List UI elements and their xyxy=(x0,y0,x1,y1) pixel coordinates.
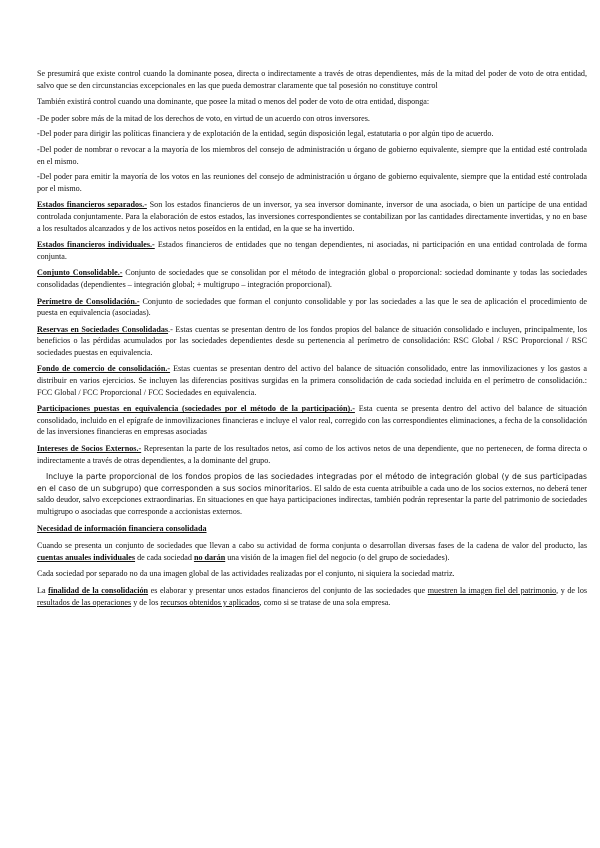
document-page xyxy=(37,68,587,613)
term-no-daran: no darán xyxy=(193,552,226,562)
phrase-resources: recursos obtenidos y aplicados xyxy=(160,597,260,607)
paragraph-consolidation-purpose: La finalidad de la consolidación es elaborar y presentar unos estados financieros del conjunto de las sociedades que muestren la imagen fiel del patrimonio, y de los resultados de las operaciones y de los recursos obtenidos y aplicados, como si se tratase de una sola empresa. xyxy=(37,585,588,607)
definition-separate-statements xyxy=(37,199,587,234)
list-item-appoint-board: -Del poder de nombrar o revocar a la mayoría de los miembros del consejo de administración u órgano de gobierno equivalente, siempre que la entidad esté controlada en el mismo. xyxy=(37,144,587,166)
paragraph-minority-detail-sans: Incluye la parte proporcional de los fondos propios de las sociedades integradas por el método de integración global (y de sus participadas en el caso de un subgrupo) que corresponden a sus socios minoritarios. xyxy=(37,472,587,493)
definition-text: Son los estados financieros de un inversor, ya sea inversor dominante, inversor de una asociada, o bien un partícipe de una entidad controlada conjuntamente. Para la elaboración de estos estados, las inversiones correspondientes se contabilizan por las cantidades directamente invertidas, y no en base a los resultados alcanzados y de los activos netos poseídos en la entidad, en la que se ha invertido. xyxy=(37,200,588,233)
definition-text: .- Estas cuentas se presentan dentro de los fondos propios del balance de situación consolidado e incluyen, principalmente, los beneficios o las pérdidas acumulados por las sociedades dependientes desde su pertenencia al perímetro de consolidación: RSC Global / RSC Proporcional / RSC sociedades puestas en equivalencia. xyxy=(37,324,587,357)
definition-individual-statements xyxy=(37,239,587,262)
term-separate-statements: Estados financieros separados.- xyxy=(37,200,147,210)
term-consolidation-purpose: finalidad de la consolidación xyxy=(48,585,149,595)
definition-minority-interests xyxy=(37,443,587,466)
paragraph-control-presumption: Se presumirá que existe control cuando la dominante posea, directa o indirectamente a través de otras dependientes, más de la mitad del poder de voto de otra entidad, salvo que se den circunstancias excepcionales en las que pueda demostrar claramente que tal posesión no constituye control xyxy=(37,69,587,90)
list-item-board-votes: -Del poder para emitir la mayoría de los votos en las reuniones del consejo de administración u órgano de gobierno equivalente, siempre que la entidad esté controlada por el mismo. xyxy=(37,172,587,193)
definition-text: Conjunto de sociedades que forman el conjunto consolidable y por las sociedades a las que le sea de aplicación el procedimiento de puesta en equivalencia (asociadas). xyxy=(37,296,587,318)
definition-text: Estados financieros de entidades que no tengan dependientes, ni asociadas, ni participación en una entidad controlada de forma conjunta. xyxy=(37,240,587,261)
list-item-direct-policies: -Del poder para dirigir las políticas financiera y de explotación de la entidad, según disposición legal, estatutaria o por algún tipo de acuerdo. xyxy=(37,129,494,139)
term-consolidation-perimeter: Perímetro de Consolidación.- xyxy=(37,296,140,306)
definition-reserves xyxy=(37,324,587,359)
definition-consolidable-group xyxy=(37,267,587,290)
term-consolidable-group: Conjunto Consolidable.- xyxy=(37,268,123,278)
phrase-operations-results: resultados de las operaciones xyxy=(37,597,132,607)
paragraph-no-global-image: Cada sociedad por separado no da una imagen global de las actividades realizadas por el conjunto, ni siquiera la sociedad matriz. xyxy=(37,569,455,579)
term-minority-interests: Intereses de Socios Externos.- xyxy=(37,444,142,454)
section-heading: Necesidad de información financiera consolidada xyxy=(37,523,207,533)
paragraph-control-half-or-less: También existirá control cuando una dominante, que posee la mitad o menos del poder de voto de otra entidad, disponga: xyxy=(37,97,430,107)
definition-equity-method xyxy=(37,403,587,438)
paragraph-minority-detail-serif: El saldo de esta cuenta atribuible a cada uno de los socios externos, no deberá tener saldo deudor, salvo excepciones extraordinarias. En situaciones en que haya participaciones indirectas, también podrán representar la parte del patrimonio de sociedades multigrupo o asociadas que corresponde a accionistas externos. xyxy=(37,483,587,516)
term-reserves: Reservas en Sociedades Consolidadas xyxy=(37,324,169,334)
term-goodwill: Fondo de comercio de consolidación.- xyxy=(37,364,171,374)
definition-goodwill xyxy=(37,363,587,398)
definition-text: Esta cuenta se presenta dentro del activo del balance de situación consolidado, incluido en el epígrafe de inmovilizaciones financieras e incluye el valor real, corregido con las correspondientes eliminaciones, a fecha de la consolidación de las inversiones financieras en empresas asociadas xyxy=(37,404,587,437)
term-individual-accounts: cuentas anuales individuales xyxy=(37,552,136,562)
definition-text: Conjunto de sociedades que se consolidan por el método de integración global o proporcional: sociedad dominante y todas las sociedades consolidadas (dependientes – integración global; + multigrupo – integración proporcional). xyxy=(37,268,587,289)
paragraph-minority-detail xyxy=(37,471,587,517)
definition-consolidation-perimeter xyxy=(37,296,587,319)
list-item-voting-rights: -De poder sobre más de la mitad de los derechos de voto, en virtud de un acuerdo con otros inversores. xyxy=(37,113,370,123)
definition-text: Representan la parte de los resultados netos, así como de los activos netos de una dependiente, que no pertenecen, de forma directa o indirectamente a través de otras dependientes, a la dominante del grupo. xyxy=(37,444,587,465)
definition-text: Estas cuentas se presentan dentro del activo del balance de situación consolidado, entre las inmovilizaciones y los gastos a distribuir en varios ejercicios. Se incluyen las diferencias positivas surgidas en la primera consolidación de cada sociedad incluida en el perímetro de consolidación.: FCC Global / FCC Proporcional / FCC Sociedades en equivalencia. xyxy=(37,364,587,397)
term-equity-method: Participaciones puestas en equivalencia (sociedades por el método de la participación).- xyxy=(37,404,355,414)
paragraph-group-need: Cuando se presenta un conjunto de sociedades que llevan a cabo su actividad de forma conjunta o desarrollan diversas fases de la cadena de valor del producto, las cuentas anuales individuales de cada sociedad no darán una visión de la imagen fiel del negocio (o del grupo de sociedades). xyxy=(37,541,587,562)
term-individual-statements: Estados financieros individuales.- xyxy=(37,240,155,250)
phrase-true-image: muestren la imagen fiel del patrimonio xyxy=(427,585,557,595)
